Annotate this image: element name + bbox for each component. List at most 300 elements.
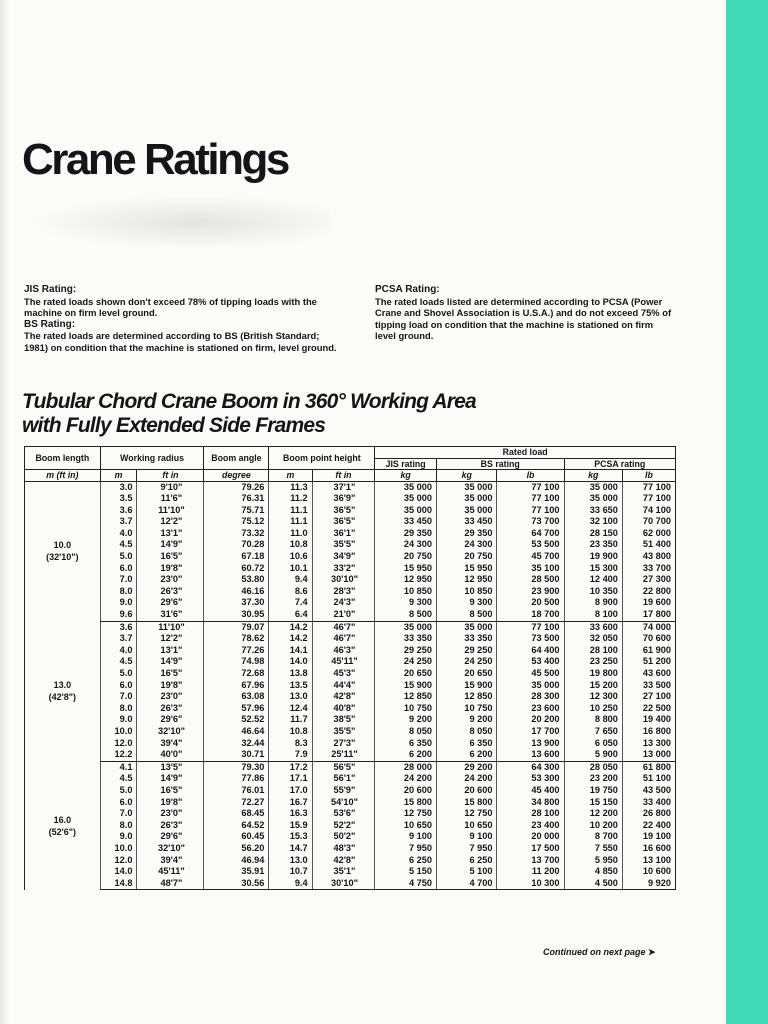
cell-bs-lb: 73 500 xyxy=(497,633,564,645)
cell-jis-kg: 28 000 xyxy=(375,761,437,773)
cell-radius-m: 4.5 xyxy=(100,773,137,785)
cell-height-m: 14.0 xyxy=(269,656,312,668)
cell-bs-kg: 15 950 xyxy=(436,563,497,575)
pcsa-text: The rated loads listed are determined according to PCSA (Power Crane and Shovel Association is U.S.A.) and do not exceed 75% of tipping load on condition that the machine is stationed on firm level ground. xyxy=(375,295,672,341)
cell-bs-lb: 53 500 xyxy=(497,539,564,551)
cell-bs-kg: 10 650 xyxy=(436,820,497,832)
cell-radius-ft: 9'10" xyxy=(137,481,204,493)
cell-boom-angle: 30.95 xyxy=(204,609,269,621)
continued-note xyxy=(543,947,656,958)
cell-radius-m: 7.0 xyxy=(100,574,137,586)
cell-radius-ft: 23'0" xyxy=(137,574,204,586)
cell-height-ft: 53'6" xyxy=(312,808,375,820)
cell-pcsa-kg: 7 550 xyxy=(564,843,622,855)
cell-pcsa-kg: 8 800 xyxy=(564,714,622,726)
header-bs-rating: BS rating xyxy=(436,458,564,470)
cell-pcsa-kg: 8 100 xyxy=(564,609,622,621)
cell-bs-kg: 29 250 xyxy=(436,645,497,657)
cell-bs-lb: 77 100 xyxy=(497,493,564,505)
table-row xyxy=(25,621,676,633)
cell-bs-kg: 35 000 xyxy=(436,493,497,505)
cell-height-ft: 34'9" xyxy=(312,551,375,563)
table-row xyxy=(25,808,676,820)
cell-height-m: 14.1 xyxy=(269,645,312,657)
cell-height-m: 15.9 xyxy=(269,820,312,832)
cell-jis-kg: 15 950 xyxy=(375,563,437,575)
cell-pcsa-kg: 28 150 xyxy=(564,528,622,540)
cell-bs-kg: 35 000 xyxy=(436,481,497,493)
table-body xyxy=(25,481,676,890)
cell-radius-ft: 23'0" xyxy=(137,691,204,703)
cell-jis-kg: 15 900 xyxy=(375,680,437,692)
page-title: Crane Ratings xyxy=(22,135,288,184)
cell-pcsa-lb: 33 700 xyxy=(622,563,675,575)
cell-radius-ft: 16'5" xyxy=(137,551,204,563)
cell-pcsa-lb: 51 200 xyxy=(622,656,675,668)
cell-pcsa-lb: 33 500 xyxy=(622,680,675,692)
cell-height-ft: 50'2" xyxy=(312,831,375,843)
cell-boom-angle: 52.52 xyxy=(204,714,269,726)
cell-height-m: 9.4 xyxy=(269,878,312,890)
boom-length-ft: (32'10") xyxy=(46,552,79,563)
cell-radius-ft: 12'2" xyxy=(137,516,204,528)
boom-length-cell xyxy=(25,481,101,621)
cell-bs-lb: 45 400 xyxy=(497,785,564,797)
cell-boom-angle: 67.18 xyxy=(204,551,269,563)
cell-boom-angle: 35.91 xyxy=(204,866,269,878)
cell-boom-angle: 75.71 xyxy=(204,505,269,517)
cell-height-m: 16.3 xyxy=(269,808,312,820)
table-row xyxy=(25,609,676,621)
cell-boom-angle: 37.30 xyxy=(204,597,269,609)
cell-bs-lb: 77 100 xyxy=(497,621,564,633)
cell-height-m: 11.7 xyxy=(269,714,312,726)
cell-boom-angle: 70.28 xyxy=(204,539,269,551)
section-title-line2: with Fully Extended Side Frames xyxy=(22,414,326,437)
boom-length-cell xyxy=(25,621,101,761)
cell-pcsa-lb: 17 800 xyxy=(622,609,675,621)
cell-pcsa-kg: 23 350 xyxy=(564,539,622,551)
cell-height-ft: 35'5" xyxy=(312,726,375,738)
cell-height-m: 7.9 xyxy=(269,749,312,761)
cell-pcsa-lb: 74 000 xyxy=(622,621,675,633)
cell-height-m: 8.6 xyxy=(269,586,312,598)
cell-height-m: 6.4 xyxy=(269,609,312,621)
cell-pcsa-kg: 5 900 xyxy=(564,749,622,761)
cell-bs-lb: 13 600 xyxy=(497,749,564,761)
cell-pcsa-kg: 35 000 xyxy=(564,493,622,505)
cell-jis-kg: 12 750 xyxy=(375,808,437,820)
cell-bs-kg: 7 950 xyxy=(436,843,497,855)
cell-radius-m: 8.0 xyxy=(100,703,137,715)
unit-length: m (ft in) xyxy=(25,470,101,482)
page-edge-shadow xyxy=(0,0,10,1024)
cell-bs-kg: 20 600 xyxy=(436,785,497,797)
cell-bs-lb: 11 200 xyxy=(497,866,564,878)
cell-pcsa-lb: 77 100 xyxy=(622,493,675,505)
table-row xyxy=(25,703,676,715)
cell-bs-lb: 45 700 xyxy=(497,551,564,563)
cell-height-m: 10.8 xyxy=(269,539,312,551)
cell-boom-angle: 46.16 xyxy=(204,586,269,598)
table-row xyxy=(25,563,676,575)
cell-bs-kg: 9 300 xyxy=(436,597,497,609)
header-boom-point-height: Boom point height xyxy=(269,447,375,470)
cell-height-ft: 54'10" xyxy=(312,797,375,809)
cell-radius-m: 4.0 xyxy=(100,645,137,657)
cell-jis-kg: 24 250 xyxy=(375,656,437,668)
cell-height-ft: 44'4" xyxy=(312,680,375,692)
cell-jis-kg: 35 000 xyxy=(375,481,437,493)
cell-height-m: 12.4 xyxy=(269,703,312,715)
cell-boom-angle: 57.96 xyxy=(204,703,269,715)
cell-pcsa-lb: 43 500 xyxy=(622,785,675,797)
cell-height-m: 11.1 xyxy=(269,516,312,528)
cell-bs-lb: 53 300 xyxy=(497,773,564,785)
cell-height-ft: 28'3" xyxy=(312,586,375,598)
cell-jis-kg: 9 100 xyxy=(375,831,437,843)
header-boom-angle: Boom angle xyxy=(204,447,269,470)
unit-height-ft: ft in xyxy=(312,470,375,482)
cell-pcsa-kg: 28 050 xyxy=(564,761,622,773)
cell-radius-ft: 11'6" xyxy=(137,493,204,505)
cell-height-ft: 38'5" xyxy=(312,714,375,726)
cell-pcsa-kg: 19 750 xyxy=(564,785,622,797)
cell-bs-lb: 28 300 xyxy=(497,691,564,703)
cell-height-m: 10.7 xyxy=(269,866,312,878)
cell-bs-kg: 12 950 xyxy=(436,574,497,586)
cell-pcsa-lb: 70 600 xyxy=(622,633,675,645)
crane-ratings-table xyxy=(24,446,676,890)
cell-height-m: 13.5 xyxy=(269,680,312,692)
cell-radius-ft: 29'6" xyxy=(137,597,204,609)
cell-pcsa-kg: 32 100 xyxy=(564,516,622,528)
print-smudge xyxy=(30,195,330,250)
cell-radius-m: 3.0 xyxy=(100,481,137,493)
cell-height-m: 10.1 xyxy=(269,563,312,575)
cell-bs-lb: 23 600 xyxy=(497,703,564,715)
header-pcsa-rating: PCSA rating xyxy=(564,458,675,470)
cell-pcsa-lb: 19 100 xyxy=(622,831,675,843)
cell-pcsa-lb: 33 400 xyxy=(622,797,675,809)
cell-height-m: 17.1 xyxy=(269,773,312,785)
cell-boom-angle: 30.56 xyxy=(204,878,269,890)
table-row xyxy=(25,539,676,551)
cell-bs-lb: 28 500 xyxy=(497,574,564,586)
cell-pcsa-kg: 15 300 xyxy=(564,563,622,575)
cell-height-m: 11.3 xyxy=(269,481,312,493)
cell-pcsa-kg: 15 150 xyxy=(564,797,622,809)
cell-pcsa-kg: 28 100 xyxy=(564,645,622,657)
cell-jis-kg: 12 950 xyxy=(375,574,437,586)
cell-boom-angle: 72.27 xyxy=(204,797,269,809)
cell-boom-angle: 63.08 xyxy=(204,691,269,703)
cell-boom-angle: 60.45 xyxy=(204,831,269,843)
cell-jis-kg: 6 350 xyxy=(375,738,437,750)
table-row xyxy=(25,831,676,843)
cell-radius-ft: 16'5" xyxy=(137,668,204,680)
cell-radius-ft: 13'1" xyxy=(137,645,204,657)
cell-bs-kg: 33 450 xyxy=(436,516,497,528)
cell-pcsa-lb: 10 600 xyxy=(622,866,675,878)
cell-pcsa-kg: 23 250 xyxy=(564,656,622,668)
cell-boom-angle: 76.01 xyxy=(204,785,269,797)
cell-bs-lb: 18 700 xyxy=(497,609,564,621)
cell-radius-m: 5.0 xyxy=(100,551,137,563)
cell-height-m: 13.0 xyxy=(269,855,312,867)
table-row xyxy=(25,633,676,645)
cell-jis-kg: 35 000 xyxy=(375,505,437,517)
cell-radius-ft: 23'0" xyxy=(137,808,204,820)
table-row xyxy=(25,797,676,809)
cell-radius-m: 4.0 xyxy=(100,528,137,540)
cell-pcsa-lb: 13 300 xyxy=(622,738,675,750)
cell-radius-ft: 29'6" xyxy=(137,714,204,726)
table-row xyxy=(25,586,676,598)
cell-height-m: 16.7 xyxy=(269,797,312,809)
unit-angle: degree xyxy=(204,470,269,482)
cell-radius-m: 10.0 xyxy=(100,726,137,738)
cell-height-m: 13.0 xyxy=(269,691,312,703)
cell-height-ft: 35'5" xyxy=(312,539,375,551)
cell-radius-ft: 12'2" xyxy=(137,633,204,645)
cell-radius-m: 12.0 xyxy=(100,855,137,867)
boom-length-m: 10.0 xyxy=(53,540,72,551)
table-row xyxy=(25,820,676,832)
cell-pcsa-kg: 35 000 xyxy=(564,481,622,493)
cell-radius-m: 7.0 xyxy=(100,808,137,820)
cell-boom-angle: 32.44 xyxy=(204,738,269,750)
cell-height-m: 10.8 xyxy=(269,726,312,738)
cell-jis-kg: 24 300 xyxy=(375,539,437,551)
cell-bs-kg: 4 700 xyxy=(436,878,497,890)
cell-radius-m: 3.7 xyxy=(100,516,137,528)
cell-radius-ft: 11'10" xyxy=(137,621,204,633)
cell-radius-m: 3.7 xyxy=(100,633,137,645)
cell-pcsa-lb: 61 900 xyxy=(622,645,675,657)
cell-jis-kg: 8 500 xyxy=(375,609,437,621)
table-row xyxy=(25,691,676,703)
table-row xyxy=(25,645,676,657)
cell-bs-lb: 53 400 xyxy=(497,656,564,668)
cell-jis-kg: 10 850 xyxy=(375,586,437,598)
cell-pcsa-lb: 61 800 xyxy=(622,761,675,773)
table-row xyxy=(25,714,676,726)
cell-bs-kg: 15 800 xyxy=(436,797,497,809)
cell-jis-kg: 6 200 xyxy=(375,749,437,761)
cell-bs-kg: 29 200 xyxy=(436,761,497,773)
jis-heading: JIS Rating: xyxy=(24,284,77,295)
boom-length-m: 16.0 xyxy=(53,814,72,825)
unit-bs-kg: kg xyxy=(436,470,497,482)
cell-height-ft: 56'5" xyxy=(312,761,375,773)
cell-height-ft: 55'9" xyxy=(312,785,375,797)
cell-height-m: 14.7 xyxy=(269,843,312,855)
cell-boom-angle: 60.72 xyxy=(204,563,269,575)
cell-boom-angle: 76.31 xyxy=(204,493,269,505)
cell-jis-kg: 29 250 xyxy=(375,645,437,657)
cell-pcsa-kg: 10 350 xyxy=(564,586,622,598)
cell-radius-ft: 19'8" xyxy=(137,680,204,692)
table-row xyxy=(25,505,676,517)
table-row xyxy=(25,656,676,668)
cell-radius-ft: 14'9" xyxy=(137,539,204,551)
boom-length-ft: (42'8") xyxy=(48,692,77,703)
cell-pcsa-kg: 12 300 xyxy=(564,691,622,703)
cell-pcsa-kg: 10 200 xyxy=(564,820,622,832)
cell-boom-angle: 74.98 xyxy=(204,656,269,668)
cell-jis-kg: 20 750 xyxy=(375,551,437,563)
page-marker: ➤ xyxy=(648,947,656,957)
table-row xyxy=(25,726,676,738)
cell-bs-kg: 8 500 xyxy=(436,609,497,621)
cell-pcsa-lb: 22 400 xyxy=(622,820,675,832)
table-row xyxy=(25,761,676,773)
cell-bs-kg: 6 350 xyxy=(436,738,497,750)
boom-length-cell xyxy=(25,761,101,890)
cell-radius-m: 7.0 xyxy=(100,691,137,703)
cell-radius-ft: 48'7" xyxy=(137,878,204,890)
notes-right xyxy=(375,284,675,342)
cell-pcsa-kg: 23 200 xyxy=(564,773,622,785)
table-row xyxy=(25,855,676,867)
table-row xyxy=(25,528,676,540)
teal-margin-band xyxy=(726,0,768,1024)
section-title xyxy=(22,390,476,438)
cell-boom-angle: 46.64 xyxy=(204,726,269,738)
cell-boom-angle: 73.32 xyxy=(204,528,269,540)
cell-pcsa-lb: 77 100 xyxy=(622,481,675,493)
cell-height-ft: 48'3" xyxy=(312,843,375,855)
cell-bs-lb: 73 700 xyxy=(497,516,564,528)
cell-radius-m: 14.0 xyxy=(100,866,137,878)
cell-height-m: 10.6 xyxy=(269,551,312,563)
cell-jis-kg: 35 000 xyxy=(375,621,437,633)
boom-length-ft: (52'6") xyxy=(48,826,77,837)
cell-height-ft: 30'10" xyxy=(312,878,375,890)
cell-pcsa-kg: 15 200 xyxy=(564,680,622,692)
table-row xyxy=(25,481,676,493)
cell-radius-ft: 45'11" xyxy=(137,866,204,878)
cell-jis-kg: 24 200 xyxy=(375,773,437,785)
cell-height-ft: 30'10" xyxy=(312,574,375,586)
table-row xyxy=(25,878,676,890)
cell-radius-m: 4.5 xyxy=(100,539,137,551)
table-row xyxy=(25,551,676,563)
cell-boom-angle: 79.26 xyxy=(204,481,269,493)
table-row xyxy=(25,668,676,680)
cell-radius-ft: 32'10" xyxy=(137,726,204,738)
cell-height-m: 9.4 xyxy=(269,574,312,586)
cell-radius-ft: 26'3" xyxy=(137,586,204,598)
cell-jis-kg: 7 950 xyxy=(375,843,437,855)
cell-pcsa-kg: 12 200 xyxy=(564,808,622,820)
cell-bs-kg: 33 350 xyxy=(436,633,497,645)
cell-radius-ft: 39'4" xyxy=(137,738,204,750)
cell-jis-kg: 9 300 xyxy=(375,597,437,609)
cell-radius-ft: 11'10" xyxy=(137,505,204,517)
cell-pcsa-lb: 70 700 xyxy=(622,516,675,528)
cell-radius-ft: 40'0" xyxy=(137,749,204,761)
cell-height-ft: 24'3" xyxy=(312,597,375,609)
cell-bs-kg: 24 250 xyxy=(436,656,497,668)
cell-boom-angle: 77.86 xyxy=(204,773,269,785)
cell-height-ft: 46'7" xyxy=(312,621,375,633)
cell-radius-m: 4.5 xyxy=(100,656,137,668)
cell-jis-kg: 33 350 xyxy=(375,633,437,645)
cell-pcsa-lb: 16 600 xyxy=(622,843,675,855)
cell-boom-angle: 67.96 xyxy=(204,680,269,692)
jis-text: The rated loads shown don't exceed 78% of tipping loads with the machine on firm level ground. xyxy=(24,295,317,318)
table-row xyxy=(25,597,676,609)
boom-length-m: 13.0 xyxy=(53,680,72,691)
cell-height-ft: 42'8" xyxy=(312,855,375,867)
unit-bs-lb: lb xyxy=(497,470,564,482)
cell-bs-kg: 8 050 xyxy=(436,726,497,738)
cell-bs-kg: 24 300 xyxy=(436,539,497,551)
cell-radius-ft: 39'4" xyxy=(137,855,204,867)
cell-bs-lb: 45 500 xyxy=(497,668,564,680)
bs-heading: BS Rating: xyxy=(24,318,76,330)
cell-boom-angle: 64.52 xyxy=(204,820,269,832)
cell-pcsa-kg: 4 850 xyxy=(564,866,622,878)
cell-boom-angle: 53.80 xyxy=(204,574,269,586)
header-jis-rating: JIS rating xyxy=(375,458,437,470)
cell-bs-lb: 23 900 xyxy=(497,586,564,598)
cell-pcsa-lb: 9 920 xyxy=(622,878,675,890)
table-row xyxy=(25,574,676,586)
cell-radius-ft: 14'9" xyxy=(137,656,204,668)
cell-bs-kg: 12 750 xyxy=(436,808,497,820)
cell-height-ft: 40'8" xyxy=(312,703,375,715)
cell-height-ft: 27'3" xyxy=(312,738,375,750)
cell-bs-kg: 10 750 xyxy=(436,703,497,715)
cell-radius-ft: 29'6" xyxy=(137,831,204,843)
notes-left xyxy=(24,284,342,353)
cell-height-m: 14.2 xyxy=(269,633,312,645)
cell-radius-ft: 31'6" xyxy=(137,609,204,621)
table-row xyxy=(25,866,676,878)
cell-pcsa-lb: 27 100 xyxy=(622,691,675,703)
cell-jis-kg: 8 050 xyxy=(375,726,437,738)
cell-height-m: 14.2 xyxy=(269,621,312,633)
cell-height-ft: 46'3" xyxy=(312,645,375,657)
cell-height-m: 15.3 xyxy=(269,831,312,843)
cell-radius-m: 3.6 xyxy=(100,505,137,517)
cell-bs-lb: 77 100 xyxy=(497,481,564,493)
cell-radius-m: 4.1 xyxy=(100,761,137,773)
cell-pcsa-kg: 19 900 xyxy=(564,551,622,563)
cell-radius-m: 6.0 xyxy=(100,797,137,809)
cell-pcsa-lb: 62 000 xyxy=(622,528,675,540)
cell-jis-kg: 4 750 xyxy=(375,878,437,890)
cell-pcsa-lb: 27 300 xyxy=(622,574,675,586)
cell-height-ft: 33'2" xyxy=(312,563,375,575)
cell-pcsa-kg: 33 650 xyxy=(564,505,622,517)
cell-jis-kg: 10 650 xyxy=(375,820,437,832)
cell-radius-m: 9.0 xyxy=(100,714,137,726)
cell-pcsa-kg: 4 500 xyxy=(564,878,622,890)
cell-bs-kg: 9 100 xyxy=(436,831,497,843)
cell-radius-m: 9.6 xyxy=(100,609,137,621)
cell-radius-ft: 13'5" xyxy=(137,761,204,773)
cell-jis-kg: 6 250 xyxy=(375,855,437,867)
cell-jis-kg: 12 850 xyxy=(375,691,437,703)
cell-height-ft: 36'9" xyxy=(312,493,375,505)
cell-radius-m: 6.0 xyxy=(100,680,137,692)
cell-height-ft: 36'5" xyxy=(312,505,375,517)
table-row xyxy=(25,680,676,692)
